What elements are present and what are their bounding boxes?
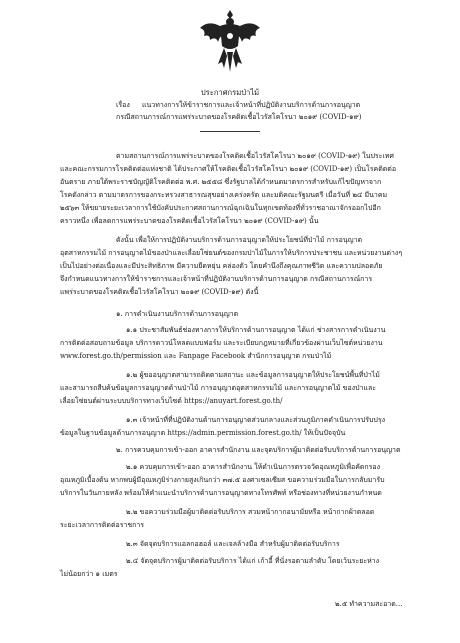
section-1-item: เลื่อยโซ่ยนต์ผ่านระบบบริการทางเว็บไซต์ https://anuyart.forest.go.th/ <box>60 397 283 405</box>
intro-line: อันตราย ภายใต้พระราชบัญญัติโรคติดต่อ พ.ศ. ๒๕๕๘ ซึ่งรัฐบาลได้กำหนดมาตรการสำหรับแก้ไขปัญหาจาก <box>60 178 382 186</box>
continuation-note: ๒.๕ ทำความสะอาด... <box>335 600 403 608</box>
section-1-heading: ๑. การดำเนินงานบริการด้านการอนุญาต <box>116 310 239 318</box>
intro-line: โรคดังกล่าว ตามมาตรการของกระทรวงสาธารณสุขอย่างเคร่งครัด และมติคณะรัฐมนตรี เมื่อวันที่ ๒๔ มีนาคม <box>60 191 388 199</box>
document-title: ประกาศกรมป่าไม้ <box>200 88 260 97</box>
intro-line: ตามสถานการณ์การแพร่ระบาดของโรคติดเชื้อไวรัสโคโรนา ๒๐๑๙ (COVID-๑๙) ในประเทศ <box>116 152 394 160</box>
section-2-item: ๒.๒ ขอความร่วมมือผู้มาติดต่อรับบริการ สวมหน้ากากอนามัยหรือ หน้ากากผ้าตลอด <box>126 508 375 516</box>
section-1-item: www.forest.go.th/permission และ Fanpage Facebook สำนักการอนุญาต กรมป่าไม้ <box>60 352 332 360</box>
section-2-item: อุณหภูมิเบื้องต้น หากพบผู้มีอุณหภูมิร่างกายสูงเกินกว่า ๓๗.๕ องศาเซลเซียส ขอความร่วมมือในการกลับมารับ <box>60 476 385 484</box>
subject-label: เรื่อง <box>116 101 130 109</box>
purpose-line: แพร่ระบาดของโรคติดเชื้อไวรัสโคโรนา ๒๐๑๙ (COVID-๑๙) ดังนี้ <box>60 288 259 296</box>
subject-line-1: แนวทางการให้ข้าราชการและเจ้าหน้าที่ปฏิบัติงานบริการด้านการอนุญาต <box>142 101 361 109</box>
intro-line: ๒๕๖๓ ให้ขยายระยะเวลาการใช้บังคับประกาศสถานการณ์ฉุกเฉินในทุกเขตท้องที่ทั่วราชอาณาจักรออกไปอีก <box>60 204 381 212</box>
section-1-item: การติดต่อสอบถามข้อมูล บริการดาวน์โหลดแบบฟอร์ม และระเบียบกฎหมายที่เกี่ยวข้องผ่านเว็บไซต์หน่วยงาน <box>60 339 383 347</box>
section-2-item: ไม่น้อยกว่า ๑ เมตร <box>60 570 118 578</box>
section-2-item: ๒.๑ ควบคุมการเข้า-ออก อาคารสำนักงาน ให้ดำเนินการตรวจวัดอุณหภูมิเพื่อคัดกรอง <box>126 463 381 471</box>
garuda-emblem-icon <box>198 6 262 76</box>
section-1-item: ๑.๒ ผู้ขออนุญาตสามารถติดตามสถานะ และข้อมูลการอนุญาตให้ประโยชน์พื้นที่ป่าไม้ <box>126 371 380 379</box>
intro-line: และคณะกรรมการโรคติดต่อแห่งชาติ ได้ประกาศให้โรคติดเชื้อไวรัสโคโรนา ๒๐๑๙ (COVID-๑๙) เป็นโรคติดต่อ <box>60 165 397 173</box>
title-divider <box>200 131 260 132</box>
purpose-line: ดังนั้น เพื่อให้การปฏิบัติงานบริการด้านการอนุญาตให้ประโยชน์ที่ป่าไม้ การอนุญาต <box>116 236 363 244</box>
subject-line-2: กรณีสถานการณ์การแพร่ระบาดของโรคติดเชื้อไวรัสโคโรนา ๒๐๑๙ (COVID-๑๙) <box>116 113 362 121</box>
purpose-line: เป็นไปอย่างต่อเนื่องและมีประสิทธิภาพ มีความยืดหยุ่น คล่องตัว โดยคำนึงถึงคุณภาพชีวิต และความปลอดภัย <box>60 262 383 270</box>
intro-line: คราวหนึ่ง เพื่อลดการแพร่ระบาดของโรคติดเชื้อไวรัสโคโรนา ๒๐๑๙ (COVID-๑๙) นั้น <box>60 217 319 225</box>
section-1-item: ข้อมูลในฐานข้อมูลด้านการอนุญาต https://admin.permission.forest.go.th/ ให้เป็นปัจจุบัน <box>60 429 346 437</box>
purpose-line: จึงกำหนดแนวทางการให้ข้าราชการและเจ้าหน้าที่ปฏิบัติงานบริการด้านการอนุญาต กรณีสถานการณ์การ <box>60 275 373 283</box>
section-2-heading: ๒. การควบคุมการเข้า-ออก อาคารสำนักงาน และจุดบริการผู้มาติดต่อรับบริการด้านการอนุญาต <box>116 446 401 454</box>
section-2-item: ๒.๔ จัดจุดบริการผู้มาติดต่อรับบริการ ได้แก่ เก้าอี้ ที่นั่งรอตามลำดับ โดยเว้นระยะห่าง <box>126 557 380 565</box>
section-1-item: ๑.๑ ประชาสัมพันธ์ช่องทางการให้บริการด้านการอนุญาต ได้แก่ ช่างสารการดำเนินงาน <box>126 326 386 334</box>
section-2-item: บริการในวันภายหลัง พร้อมให้คำแนะนำบริการด้านการอนุญาตทางโทรศัพท์ หรือช่องทางที่หน่วยงานกำหนด <box>60 489 382 497</box>
section-1-item: และสามารถสืบค้นข้อมูลการอนุญาตด้านป่าไม้ การอนุญาตอุตสาหกรรมไม้ และการอนุญาตไม้ ของป่าและ <box>60 384 377 392</box>
section-2-item: ระยะเวลาการติดต่อราชการ <box>60 521 145 529</box>
purpose-line: อุตสาหกรรมไม้ การอนุญาตไม้ของป่าและเลื่อยโซ่ยนต์ของกรมป่าไม้ในการให้บริการประชาชน และหน่วยงานต่างๆ <box>60 249 403 257</box>
section-1-item: ๑.๓ เจ้าหน้าที่ที่ปฏิบัติงานด้านการอนุญาตส่วนกลางและส่วนภูมิภาคดำเนินการปรับปรุง <box>126 416 386 424</box>
section-2-item: ๒.๓ จัดจุดบริการแอลกอฮอล์ และเจลล้างมือ สำหรับผู้มาติดต่อรับบริการ <box>126 540 340 548</box>
